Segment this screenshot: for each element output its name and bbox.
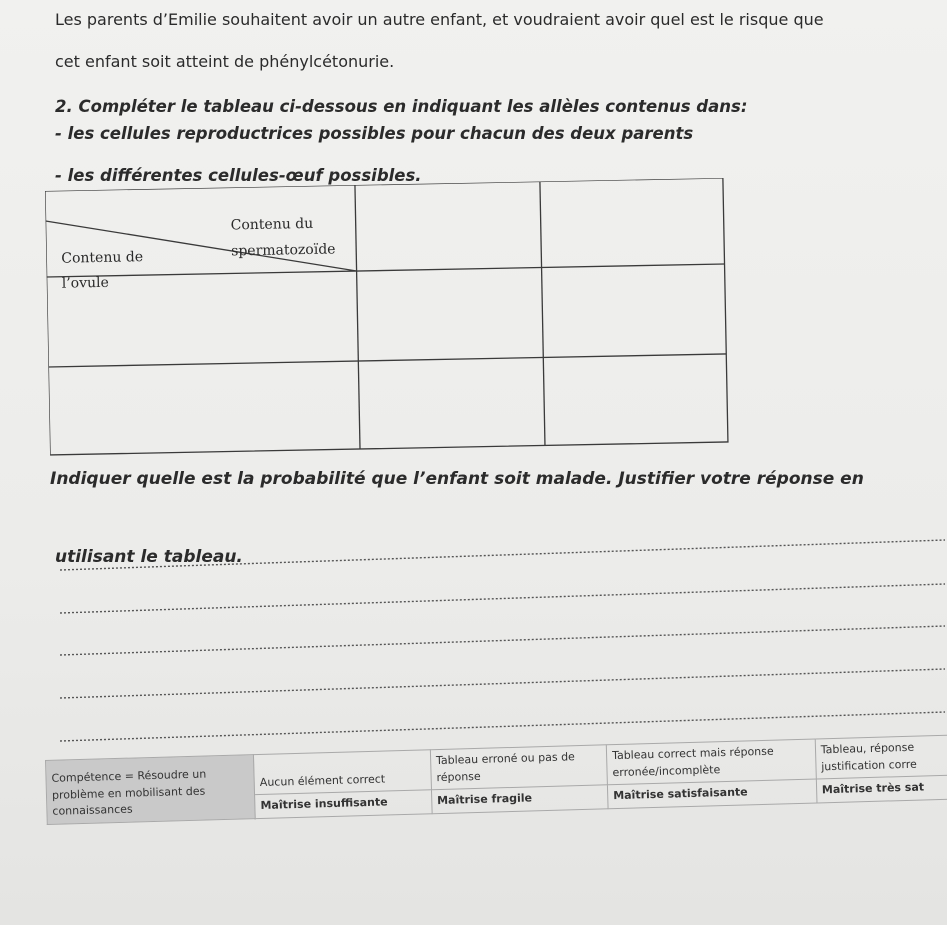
answer-line-3[interactable] bbox=[60, 626, 945, 655]
rubric-col3-desc-line-1: Tableau correct mais réponse bbox=[611, 744, 774, 763]
answer-line-2[interactable] bbox=[60, 584, 945, 613]
rubric-col1-desc-cell bbox=[254, 750, 432, 795]
rubric-col4-level[interactable]: Maîtrise très sat bbox=[816, 775, 947, 803]
answer-line-5[interactable] bbox=[60, 712, 945, 741]
rubric-col2-desc-line-2: réponse bbox=[436, 769, 481, 784]
question-2-heading: 2. Compléter le tableau ci-dessous en indiquant les allèles contenus dans: bbox=[55, 97, 748, 116]
answer-line-4[interactable] bbox=[60, 669, 945, 698]
rubric-competence-line-2: problème en mobilisant des bbox=[51, 784, 206, 802]
rubric-col2-level[interactable]: Maîtrise fragile bbox=[431, 785, 608, 813]
rubric-col1-desc: Aucun élément correct bbox=[259, 772, 386, 789]
header-sperm-line-1: Contenu du bbox=[230, 215, 314, 234]
intro-line-1: Les parents d’Emilie souhaitent avoir un autre enfant, et voudraient avoir quel est le risque que bbox=[55, 10, 824, 29]
rubric-col3-level[interactable]: Maîtrise satisfaisante bbox=[607, 779, 816, 808]
rubric-col4-desc-line-1: Tableau, réponse bbox=[820, 740, 915, 757]
rubric-col3-desc-line-2: erronée/incomplète bbox=[612, 762, 721, 779]
rubric-col2-desc-cell bbox=[430, 745, 607, 790]
header-sperm-line-2: spermatozoïde bbox=[231, 241, 336, 260]
question-2-bullet-1: - les cellules reproductrices possibles pour chacun des deux parents bbox=[55, 124, 694, 143]
rubric-col1-level[interactable]: Maîtrise insuffisante bbox=[255, 790, 432, 818]
rubric-competence-line-1: Compétence = Résoudre un bbox=[51, 767, 207, 785]
rubric-col4-desc-line-2: justification corre bbox=[821, 757, 917, 773]
rubric-col4-desc-cell bbox=[815, 735, 947, 779]
rubric-competence-cell bbox=[46, 755, 256, 824]
answer-line-1[interactable] bbox=[60, 540, 945, 570]
rubric-competence-line-3: connaissances bbox=[52, 802, 133, 818]
rubric-col3-desc-cell bbox=[606, 739, 816, 785]
question-2-bullet-2: - les différentes cellules-œuf possibles. bbox=[55, 166, 422, 185]
header-ovule-line-2: l’ovule bbox=[61, 274, 109, 292]
question-3-line-2: utilisant le tableau. bbox=[55, 547, 243, 567]
question-3-line-1: Indiquer quelle est la probabilité que l’enfant soit malade. Justifier votre réponse en bbox=[50, 469, 864, 489]
header-ovule-line-1: Contenu de bbox=[61, 249, 144, 267]
intro-line-2: cet enfant soit atteint de phénylcétonurie. bbox=[55, 52, 395, 71]
rubric-col2-desc-line-1: Tableau erroné ou pas de bbox=[435, 750, 576, 768]
